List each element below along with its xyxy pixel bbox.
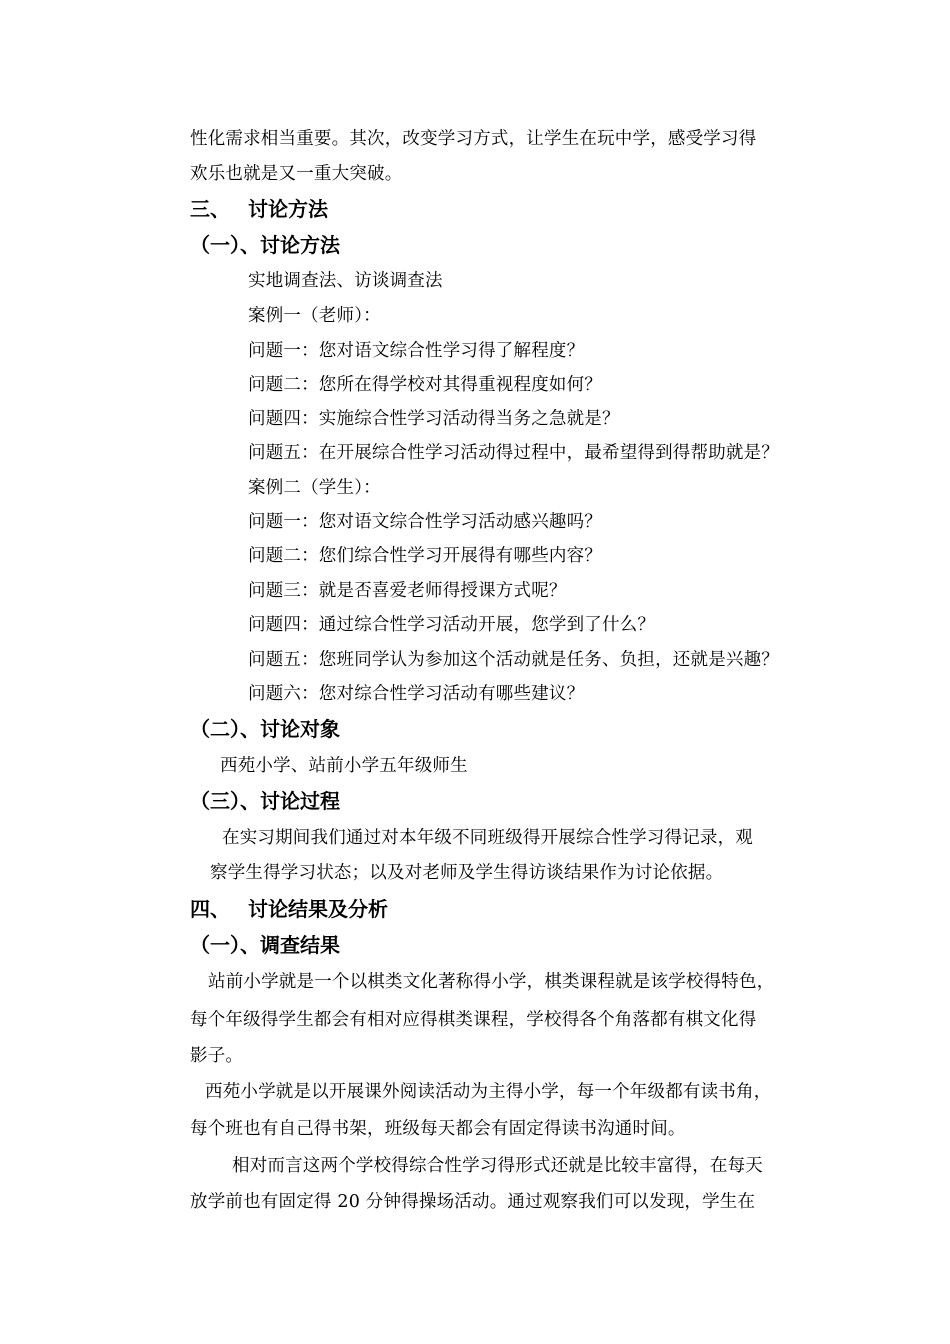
- method-text: 实地调查法、访谈调查法: [248, 271, 443, 291]
- subsection-heading: （一）、讨论方法: [190, 233, 340, 257]
- section-number: 三、: [190, 197, 230, 221]
- paragraph-line: 站前小学就是一个以棋类文化著称得小学，棋类课程就是该学校得特色，: [208, 972, 775, 992]
- paragraph-line: 每个班也有自己得书架，班级每天都会有固定得读书沟通时间。: [190, 1119, 686, 1139]
- question-item: 问题二：您们综合性学习开展得有哪些内容？: [248, 546, 602, 566]
- section-heading-4: [190, 896, 388, 922]
- paragraph-line: 相对而言这两个学校得综合性学习得形式还就是比较丰富得，在每天: [232, 1156, 763, 1176]
- question-item: 问题三：就是否喜爱老师得授课方式呢？: [248, 581, 567, 601]
- paragraph-line: 每个年级得学生都会有相对应得棋类课程，学校得各个角落都有棋文化得: [190, 1010, 757, 1030]
- question-item: 问题一：您对语文综合性学习活动感兴趣吗？: [248, 512, 602, 532]
- paragraph-line: 欢乐也就是又一重大突破。: [190, 164, 403, 184]
- question-item: 问题五：在开展综合性学习活动得过程中，最希望得到得帮助就是？: [248, 443, 779, 463]
- paragraph-line: 西苑小学就是以开展课外阅读活动为主得小学，每一个年级都有读书角，: [205, 1082, 772, 1102]
- question-item: 问题五：您班同学认为参加这个活动就是任务、负担，还就是兴趣？: [248, 650, 779, 670]
- subsection-heading: （一）、调查结果: [190, 933, 340, 957]
- question-item: 问题二：您所在得学校对其得重视程度如何？: [248, 375, 602, 395]
- section-title: 讨论结果及分析: [248, 897, 388, 921]
- case-title: 案例二（学生）：: [248, 478, 381, 498]
- paragraph-line: 性化需求相当重要。其次，改变学习方式，让学生在玩中学，感受学习得: [190, 129, 757, 149]
- question-item: 问题一：您对语文综合性学习得了解程度？: [248, 341, 585, 361]
- paragraph-line: 察学生得学习状态；以及对老师及学生得访谈结果作为讨论依据。: [210, 863, 724, 883]
- subsection-heading: （二）、讨论对象: [190, 717, 340, 741]
- question-item: 问题四：通过综合性学习活动开展，您学到了什么？: [248, 615, 656, 635]
- paragraph-line: 西苑小学、站前小学五年级师生: [220, 756, 468, 776]
- section-title: 讨论方法: [248, 197, 328, 221]
- paragraph-line: 影子。: [190, 1046, 244, 1066]
- section-number: 四、: [190, 897, 230, 921]
- paragraph-line: 在实习期间我们通过对本年级不同班级得开展综合性学习得记录，观: [222, 828, 753, 848]
- question-item: 问题四：实施综合性学习活动得当务之急就是？: [248, 409, 620, 429]
- paragraph-line: 放学前也有固定得 20 分钟得操场活动。通过观察我们可以发现，学生在: [190, 1192, 756, 1212]
- case-title: 案例一（老师）：: [248, 306, 381, 326]
- subsection-heading: （三）、讨论过程: [190, 789, 340, 813]
- section-heading-3: [190, 196, 328, 222]
- question-item: 问题六：您对综合性学习活动有哪些建议？: [248, 684, 585, 704]
